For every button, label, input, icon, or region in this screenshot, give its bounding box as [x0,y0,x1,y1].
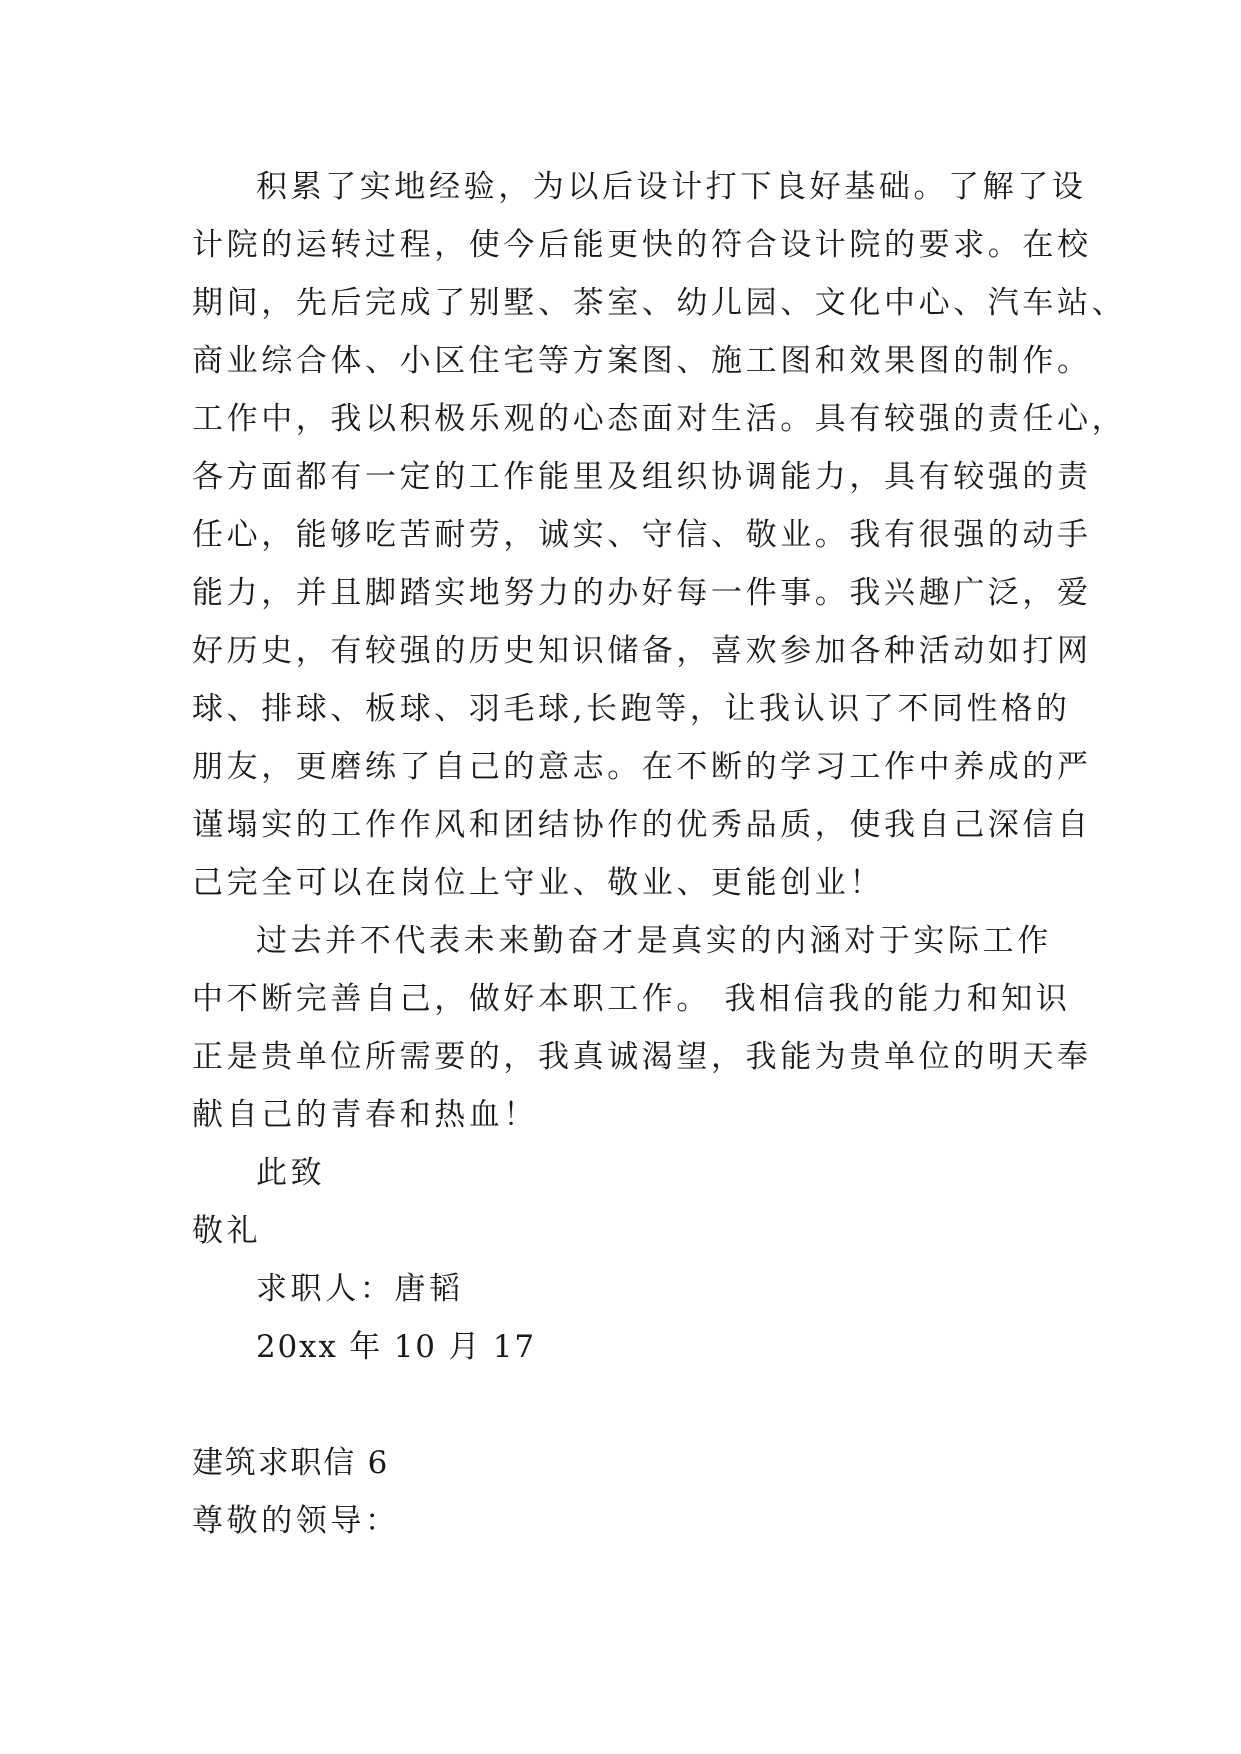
body-line: 谨塌实的工作作风和团结协作的优秀品质，使我自己深信自 [192,807,1092,843]
body-line: 计院的运转过程，使今后能更快的符合设计院的要求。在校 [192,227,1092,263]
date: 20xx 年 10 月 17 [256,1329,536,1365]
body-line: 能力，并且脚踏实地努力的办好每一件事。我兴趣广泛，爱 [192,575,1092,611]
body-line: 期间，先后完成了别墅、茶室、幼儿园、文化中心、汽车站、 [192,285,1127,321]
body-line: 过去并不代表未来勤奋才是真实的内涵对于实际工作 [256,923,1052,959]
section-title: 建筑求职信 6 [192,1445,390,1481]
closing-greeting: 此致 [256,1155,326,1191]
body-line: 积累了实地经验，为以后设计打下良好基础。了解了设 [256,169,1087,205]
body-line: 工作中，我以积极乐观的心态面对生活。具有较强的责任心， [192,401,1127,437]
body-line: 正是贵单位所需要的，我真诚渴望，我能为贵单位的明天奉 [192,1039,1092,1075]
body-line: 任心，能够吃苦耐劳，诚实、守信、敬业。我有很强的动手 [192,517,1092,553]
body-line: 献自己的青春和热血！ [192,1097,538,1133]
body-line: 球、排球、板球、羽毛球,长跑等，让我认识了不同性格的 [192,691,1071,727]
signature: 求职人：唐韬 [256,1271,464,1307]
salutation: 尊敬的领导： [192,1503,400,1539]
body-line: 各方面都有一定的工作能里及组织协调能力，具有较强的责 [192,459,1092,495]
body-line: 朋友，更磨练了自己的意志。在不断的学习工作中养成的严 [192,749,1092,785]
body-line: 商业综合体、小区住宅等方案图、施工图和效果图的制作。 [192,343,1092,379]
closing-salute: 敬礼 [192,1213,262,1249]
body-line: 好历史，有较强的历史知识储备，喜欢参加各种活动如打网 [192,633,1092,669]
body-line: 己完全可以在岗位上守业、敬业、更能创业！ [192,865,884,901]
body-line: 中不断完善自己，做好本职工作。 我相信我的能力和知识 [192,981,1071,1017]
